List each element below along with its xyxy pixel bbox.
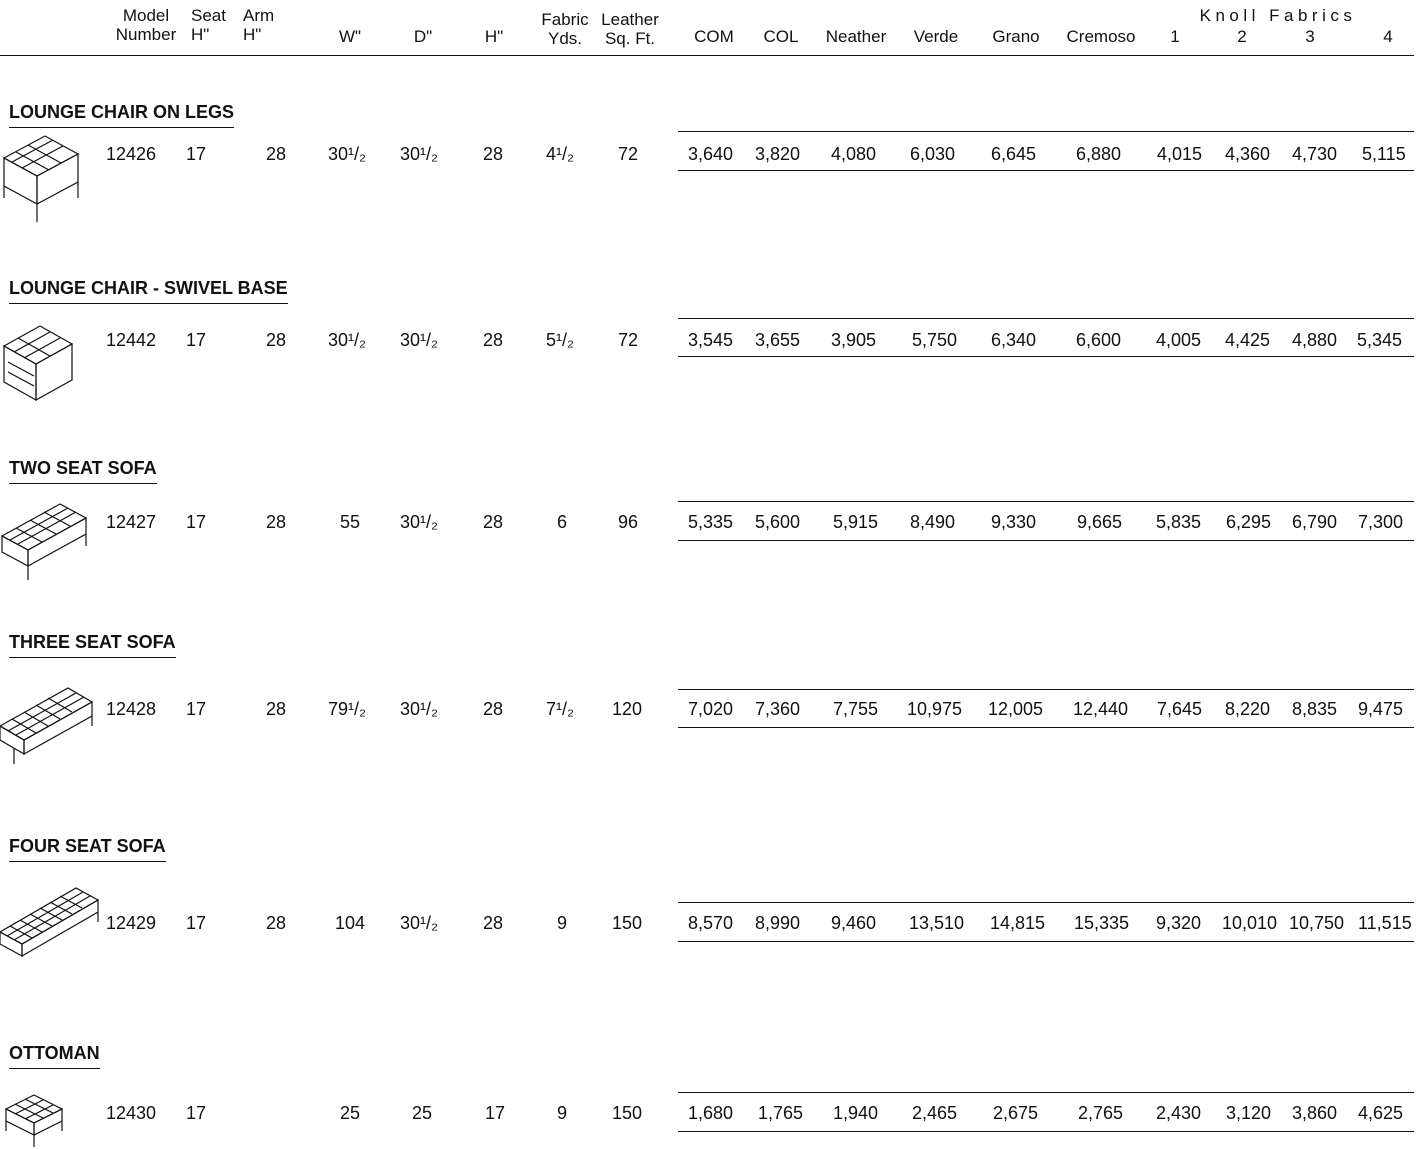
price-cremoso: 6,600 bbox=[1076, 330, 1122, 350]
section-title: THREE SEAT SOFA bbox=[9, 632, 176, 658]
price-knoll-1: 7,645 bbox=[1157, 699, 1203, 719]
price-knoll-3: 4,880 bbox=[1292, 330, 1338, 350]
leather-sqft: 150 bbox=[612, 1103, 643, 1123]
knoll-grade-3-header: 3 bbox=[1305, 27, 1315, 46]
depth: 30¹/₂ bbox=[400, 144, 439, 164]
width: 30¹/₂ bbox=[328, 330, 367, 350]
price-knoll-1: 9,320 bbox=[1156, 913, 1202, 933]
height: 28 bbox=[483, 699, 504, 719]
height-header: H" bbox=[484, 27, 504, 46]
header-rule bbox=[0, 55, 1414, 56]
price-top-rule bbox=[678, 689, 1414, 690]
price-verde: 10,975 bbox=[907, 699, 963, 719]
cremoso-header: Cremoso bbox=[1066, 27, 1136, 46]
leather-header-top: Leather bbox=[601, 10, 659, 29]
com-header: COM bbox=[694, 27, 734, 46]
price-com: 7,020 bbox=[688, 699, 734, 719]
leather-sqft: 150 bbox=[612, 913, 643, 933]
width: 104 bbox=[335, 913, 366, 933]
price-com: 3,640 bbox=[688, 144, 734, 164]
model-number: 12428 bbox=[106, 699, 157, 719]
price-neather: 5,915 bbox=[833, 512, 879, 532]
fabric-yards: 6 bbox=[557, 512, 568, 532]
price-knoll-3: 4,730 bbox=[1292, 144, 1338, 164]
fabric-yards: 4¹/₂ bbox=[546, 144, 574, 164]
price-bottom-rule bbox=[678, 727, 1414, 728]
price-cremoso: 2,765 bbox=[1078, 1103, 1124, 1123]
section-title: FOUR SEAT SOFA bbox=[9, 836, 166, 862]
price-knoll-3: 6,790 bbox=[1292, 512, 1338, 532]
col-header: COL bbox=[763, 27, 799, 46]
price-cremoso: 9,665 bbox=[1077, 512, 1123, 532]
price-neather: 3,905 bbox=[831, 330, 877, 350]
model-number: 12430 bbox=[106, 1103, 157, 1123]
knoll-grade-4-header: 4 bbox=[1383, 27, 1393, 46]
two-seat-sofa-icon bbox=[0, 496, 100, 582]
four-seat-sofa-icon bbox=[0, 882, 104, 962]
price-bottom-rule bbox=[678, 941, 1414, 942]
depth: 30¹/₂ bbox=[400, 699, 439, 719]
price-grano: 2,675 bbox=[993, 1103, 1039, 1123]
width: 79¹/₂ bbox=[328, 699, 367, 719]
depth: 30¹/₂ bbox=[400, 913, 439, 933]
price-com: 3,545 bbox=[688, 330, 734, 350]
price-bottom-rule bbox=[678, 170, 1414, 171]
price-neather: 1,940 bbox=[833, 1103, 879, 1123]
fabric-header-top: Fabric bbox=[541, 10, 589, 29]
seat-header-bottom: H" bbox=[191, 25, 210, 44]
price-knoll-4: 9,475 bbox=[1358, 699, 1404, 719]
fabric-yards: 7¹/₂ bbox=[546, 699, 574, 719]
price-knoll-3: 8,835 bbox=[1292, 699, 1338, 719]
arm-height: 28 bbox=[266, 330, 287, 350]
price-knoll-1: 4,015 bbox=[1157, 144, 1203, 164]
price-col: 3,820 bbox=[755, 144, 801, 164]
section-title: OTTOMAN bbox=[9, 1043, 100, 1069]
lounge-chair-legs-icon bbox=[0, 126, 90, 226]
price-col: 1,765 bbox=[758, 1103, 804, 1123]
model-header-top: Model bbox=[122, 6, 170, 25]
price-cremoso: 15,335 bbox=[1074, 913, 1130, 933]
price-cremoso: 12,440 bbox=[1073, 699, 1129, 719]
price-cremoso: 6,880 bbox=[1076, 144, 1122, 164]
model-number: 12442 bbox=[106, 330, 157, 350]
price-knoll-4: 5,115 bbox=[1362, 144, 1406, 164]
grano-header: Grano bbox=[992, 27, 1040, 46]
seat-height: 17 bbox=[186, 1103, 207, 1123]
seat-height: 17 bbox=[186, 330, 207, 350]
price-knoll-1: 4,005 bbox=[1156, 330, 1202, 350]
fabric-yards-header bbox=[534, 10, 596, 48]
seat-height: 17 bbox=[186, 144, 207, 164]
arm-height-header bbox=[243, 6, 283, 44]
price-knoll-1: 2,430 bbox=[1156, 1103, 1202, 1123]
price-knoll-2: 8,220 bbox=[1225, 699, 1271, 719]
section-title: LOUNGE CHAIR - SWIVEL BASE bbox=[9, 278, 288, 304]
price-top-rule bbox=[678, 1092, 1414, 1093]
verde-header: Verde bbox=[913, 27, 959, 46]
seat-height: 17 bbox=[186, 699, 207, 719]
model-number: 12429 bbox=[106, 913, 157, 933]
price-neather: 4,080 bbox=[831, 144, 877, 164]
price-bottom-rule bbox=[678, 1131, 1414, 1132]
price-verde: 8,490 bbox=[910, 512, 956, 532]
price-knoll-2: 6,295 bbox=[1226, 512, 1272, 532]
price-com: 8,570 bbox=[688, 913, 734, 933]
lounge-chair-swivel-icon bbox=[0, 318, 90, 408]
price-top-rule bbox=[678, 318, 1414, 319]
price-col: 7,360 bbox=[755, 699, 801, 719]
depth: 30¹/₂ bbox=[400, 512, 439, 532]
price-verde: 13,510 bbox=[909, 913, 965, 933]
fabric-yards: 9 bbox=[557, 913, 568, 933]
price-knoll-4: 4,625 bbox=[1358, 1103, 1404, 1123]
price-knoll-4: 7,300 bbox=[1358, 512, 1404, 532]
seat-header-top: Seat bbox=[191, 6, 226, 25]
price-col: 8,990 bbox=[755, 913, 801, 933]
price-knoll-2: 4,425 bbox=[1225, 330, 1271, 350]
leather-sqft: 120 bbox=[612, 699, 643, 719]
width: 25 bbox=[340, 1103, 361, 1123]
price-knoll-1: 5,835 bbox=[1156, 512, 1202, 532]
section-title: TWO SEAT SOFA bbox=[9, 458, 157, 484]
leather-header-bottom: Sq. Ft. bbox=[604, 29, 656, 48]
arm-height: 28 bbox=[266, 512, 287, 532]
price-knoll-2: 10,010 bbox=[1222, 913, 1278, 933]
arm-height: 28 bbox=[266, 699, 287, 719]
width: 30¹/₂ bbox=[328, 144, 367, 164]
seat-height: 17 bbox=[186, 913, 207, 933]
leather-sqft-header bbox=[595, 10, 665, 48]
fabric-yards: 5¹/₂ bbox=[546, 330, 574, 350]
price-bottom-rule bbox=[678, 540, 1414, 541]
height: 28 bbox=[483, 512, 504, 532]
width-header: W" bbox=[338, 27, 362, 46]
price-verde: 6,030 bbox=[910, 144, 956, 164]
price-knoll-4: 11,515 bbox=[1358, 913, 1412, 933]
price-top-rule bbox=[678, 902, 1414, 903]
model-number: 12427 bbox=[106, 512, 157, 532]
width: 55 bbox=[340, 512, 361, 532]
arm-height: 28 bbox=[266, 913, 287, 933]
price-col: 5,600 bbox=[755, 512, 801, 532]
price-knoll-2: 3,120 bbox=[1226, 1103, 1272, 1123]
knoll-grade-2-header: 2 bbox=[1237, 27, 1247, 46]
model-number-header bbox=[108, 6, 184, 44]
fabric-yards: 9 bbox=[557, 1103, 568, 1123]
price-knoll-3: 10,750 bbox=[1289, 913, 1345, 933]
section-title: LOUNGE CHAIR ON LEGS bbox=[9, 102, 234, 128]
height: 28 bbox=[483, 330, 504, 350]
depth: 25 bbox=[412, 1103, 433, 1123]
ottoman-icon bbox=[0, 1089, 80, 1149]
knoll-grade-1-header: 1 bbox=[1170, 27, 1180, 46]
depth-header: D" bbox=[413, 27, 433, 46]
model-header-bottom: Number bbox=[115, 25, 177, 44]
leather-sqft: 96 bbox=[618, 512, 639, 532]
seat-height: 17 bbox=[186, 512, 207, 532]
price-knoll-4: 5,345 bbox=[1357, 330, 1403, 350]
price-top-rule bbox=[678, 501, 1414, 502]
height: 28 bbox=[483, 144, 504, 164]
model-number: 12426 bbox=[106, 144, 157, 164]
fabric-header-bottom: Yds. bbox=[547, 29, 583, 48]
arm-height: 28 bbox=[266, 144, 287, 164]
seat-height-header bbox=[191, 6, 233, 44]
depth: 30¹/₂ bbox=[400, 330, 439, 350]
price-neather: 9,460 bbox=[831, 913, 877, 933]
height: 17 bbox=[485, 1103, 506, 1123]
height: 28 bbox=[483, 913, 504, 933]
price-knoll-2: 4,360 bbox=[1225, 144, 1271, 164]
neather-header: Neather bbox=[825, 27, 887, 46]
arm-header-bottom: H" bbox=[243, 25, 262, 44]
price-bottom-rule bbox=[678, 356, 1414, 357]
price-top-rule bbox=[678, 131, 1414, 132]
price-grano: 6,645 bbox=[991, 144, 1037, 164]
price-grano: 12,005 bbox=[988, 699, 1044, 719]
price-neather: 7,755 bbox=[833, 699, 879, 719]
knoll-fabrics-header: Knoll Fabrics bbox=[1199, 6, 1357, 25]
price-grano: 14,815 bbox=[990, 913, 1046, 933]
three-seat-sofa-icon bbox=[0, 678, 100, 768]
leather-sqft: 72 bbox=[618, 330, 639, 350]
price-grano: 9,330 bbox=[991, 512, 1037, 532]
leather-sqft: 72 bbox=[618, 144, 639, 164]
price-verde: 5,750 bbox=[912, 330, 958, 350]
price-com: 1,680 bbox=[688, 1103, 734, 1123]
price-com: 5,335 bbox=[688, 512, 734, 532]
arm-header-top: Arm bbox=[243, 6, 275, 25]
price-verde: 2,465 bbox=[912, 1103, 958, 1123]
price-grano: 6,340 bbox=[991, 330, 1037, 350]
price-col: 3,655 bbox=[755, 330, 801, 350]
price-knoll-3: 3,860 bbox=[1292, 1103, 1338, 1123]
